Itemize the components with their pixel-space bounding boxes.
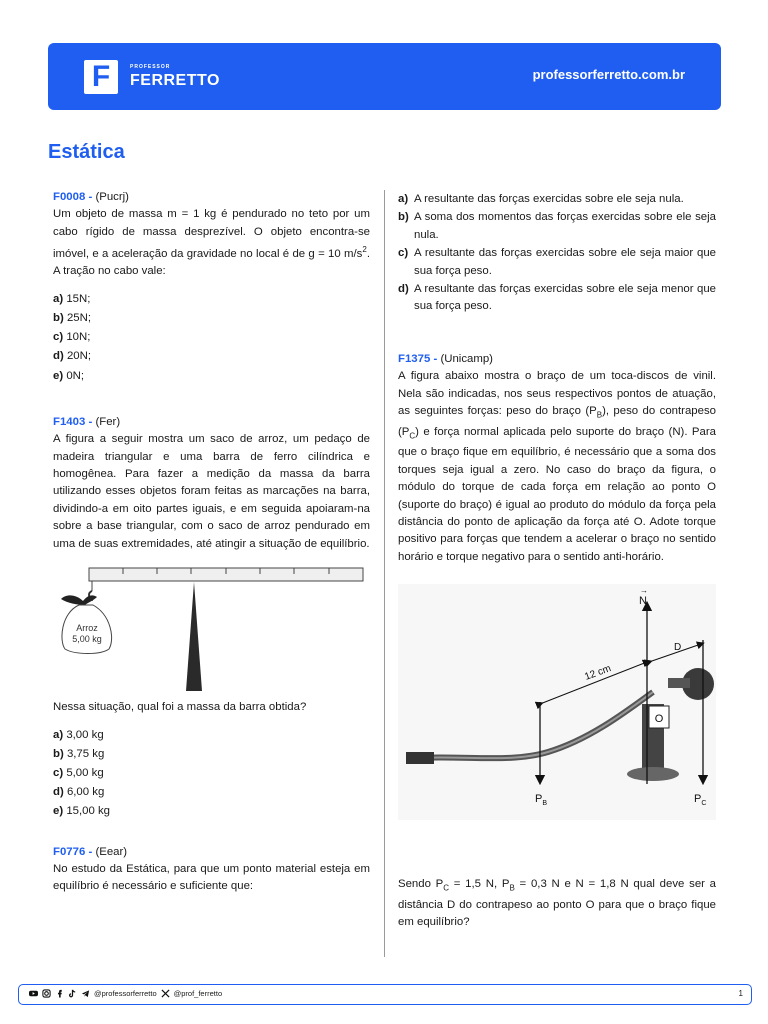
instagram-icon[interactable] <box>42 989 51 998</box>
question-prompt: Sendo $P_C = 1,5$ N, $P_B = 0,3$ N e N = 1,8 N qual deve ser a distância D do contrapeso ao ponto O para que o braço fique em equilíbrio? <box>398 878 717 929</box>
option-d[interactable]: d) 20N; <box>53 350 91 363</box>
youtube-icon[interactable] <box>29 989 38 998</box>
social-links <box>29 989 222 998</box>
question-prompt: Nessa situação, qual foi a massa da barra obtida? <box>53 701 307 714</box>
distance-d-label: D <box>674 642 682 654</box>
x-handle[interactable]: @prof_ferretto <box>173 989 223 998</box>
bag-knot <box>61 595 97 605</box>
brand-subtitle: PROFESSOR <box>130 64 171 70</box>
option-c[interactable]: c) 10N; <box>53 331 91 344</box>
question-f0008 <box>53 189 370 386</box>
option-e[interactable]: e) 0N; <box>53 369 85 382</box>
option-list <box>53 726 370 822</box>
option-d[interactable]: d) A resultante das forças exercidas sobre ele seja menor que sua força peso. <box>398 283 716 313</box>
question-source: (Pucrj) <box>95 191 129 203</box>
question-code: F0008 - <box>53 191 93 203</box>
question-f1403 <box>53 414 370 822</box>
triangular-support <box>186 582 202 691</box>
logo-icon: F <box>84 60 118 94</box>
tiktok-icon[interactable] <box>68 989 77 998</box>
question-text: A figura a seguir mostra um saco de arroz, um pedaço de madeira triangular e uma barra de ferro cilíndrica e homogênea. Para fazer a medição da massa da barra utilizando esses objetos foram feitas as marcações na barra, dividindo-a em oito partes iguais, e em seguida apoiaram-na sobre a base triangular, com o saco de arroz pendurado em uma de suas extremidades, até atingir a situação de equilíbrio. <box>53 433 370 550</box>
bag-label: Arroz <box>76 623 98 634</box>
weight-counter-label: $P_C$ <box>694 793 707 808</box>
headshell <box>406 752 434 764</box>
option-e[interactable]: e) 15,00 kg <box>53 805 111 818</box>
x-twitter-icon[interactable] <box>161 989 170 998</box>
social-handle[interactable]: @professorferretto <box>94 989 157 998</box>
option-list <box>398 191 716 316</box>
option-c[interactable]: c) A resultante das forças exercidas sobre ele seja maior que sua força peso. <box>398 247 716 277</box>
distance-12cm-label: 12 cm <box>583 663 613 684</box>
option-a[interactable]: a) 15N; <box>53 292 91 305</box>
tonearm-figure <box>398 584 716 820</box>
left-column <box>53 189 370 896</box>
question-text: A figura abaixo mostra o braço de um toca-discos de vinil. Nela são indicadas, nos seus respectivos pontos de atuação, as seguintes forças: peso do braço $(P_B)$, peso do contrapeso $(P_C)$ e força normal aplicada pelo suporte do braço (N). Para que o braço fique em equilíbrio, é necessário que a soma dos torques seja igual a zero. No caso do braço da figura, o módulo do torque de cada força em relação ao ponto O (suporte do braço) é igual ao produto do módulo da força pela distância do ponto de aplicação da força até O. Adote torque positivo para forças que tendem a acelerar o braço no sentido horário e torque negativo para o sentido anti-horário. <box>398 370 716 563</box>
option-c[interactable]: c) 5,00 kg <box>53 766 104 779</box>
question-source: (Unicamp) <box>440 352 493 365</box>
balance-figure <box>53 563 370 693</box>
column-divider <box>384 190 385 957</box>
brand-name: FERRETTO <box>130 72 220 89</box>
question-code: F1375 - <box>398 352 438 365</box>
question-source: (Eear) <box>95 845 128 858</box>
footer-bar <box>18 984 752 1005</box>
option-a[interactable]: a) A resultante das forças exercidas sobre ele seja nula. <box>398 193 684 205</box>
question-source: (Fer) <box>95 415 121 428</box>
normal-force-label: N <box>639 595 647 608</box>
option-b[interactable]: b) A soma dos momentos das forças exercidas sobre ele seja nula. <box>398 211 716 241</box>
site-link[interactable]: professorferretto.com.br <box>532 67 685 82</box>
option-list <box>53 290 370 386</box>
page-number: 1 <box>738 989 743 998</box>
pivot-label: O <box>654 713 664 726</box>
svg-text:→: → <box>640 586 648 596</box>
telegram-icon[interactable] <box>81 989 90 998</box>
right-column <box>398 191 716 932</box>
question-f1375 <box>398 351 716 932</box>
question-code: F0776 - <box>53 845 93 858</box>
question-text: No estudo da Estática, para que um ponto material esteja em equilíbrio é necessário e suficiente que: <box>53 862 370 893</box>
question-code: F1403 - <box>53 415 93 428</box>
bag-mass: 5,00 kg <box>72 634 102 645</box>
facebook-icon[interactable] <box>55 989 64 998</box>
option-a[interactable]: a) 3,00 kg <box>53 728 104 741</box>
question-text: Um objeto de massa m = 1 kg é pendurado no teto por um cabo rígido de massa desprezível. O objeto encontra-se imóvel, e a aceleração da gravidade no local é de g = 10 $m/s^2$. A tração no cabo vale: <box>53 208 370 278</box>
weight-arm-label: $P_B$ <box>535 793 548 808</box>
option-b[interactable]: b) 3,75 kg <box>53 747 105 760</box>
option-b[interactable]: b) 25N; <box>53 312 91 325</box>
page-title: Estática <box>48 141 125 163</box>
question-f0776 <box>53 844 370 896</box>
header-banner <box>48 43 721 110</box>
option-d[interactable]: d) 6,00 kg <box>53 786 105 799</box>
